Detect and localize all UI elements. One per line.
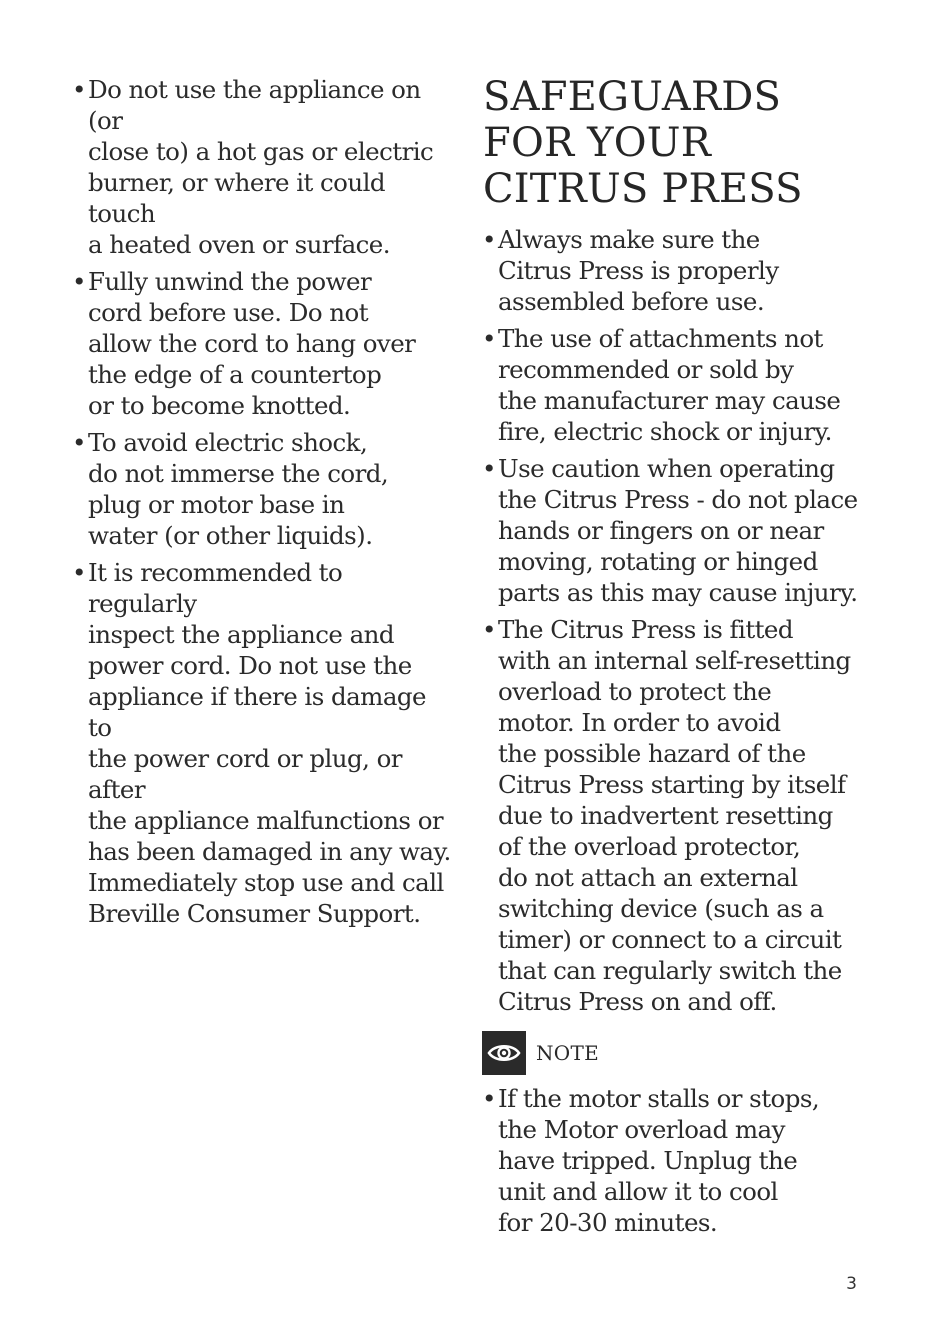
bullet: • <box>482 454 496 483</box>
safety-item-text: Always make sure the Citrus Press is properly assembled before use. <box>498 225 779 316</box>
note-list <box>480 1083 880 1238</box>
eye-icon <box>482 1031 526 1075</box>
note-header <box>482 1031 880 1075</box>
safety-item <box>70 557 455 929</box>
safety-item-text: Use caution when operating the Citrus Press - do not place hands or fingers on or near moving, rotating or hinged parts as this may cause injury. <box>498 454 858 607</box>
safety-item-text: The Citrus Press is fitted with an internal self-resetting overload to protect the motor. In order to avoid the possible hazard of the Citrus Press starting by itself due to inadvertent resetting of the overload protector, do not attach an external switching device (such as a timer) or connect to a circuit that can regularly switch the Citrus Press on and off. <box>498 615 851 1016</box>
safety-item-text: The use of attachments not recommended or sold by the manufacturer may cause fire, electric shock or injury. <box>498 324 841 446</box>
right-column <box>480 74 880 1244</box>
bullet: • <box>72 428 86 457</box>
safety-item-text: Do not use the appliance on (or close to) a hot gas or electric burner, or where it could touch a heated oven or surface. <box>88 75 434 259</box>
bullet: • <box>482 324 496 353</box>
note-item-text: If the motor stalls or stops, the Motor overload may have tripped. Unplug the unit and allow it to cool for 20-30 minutes. <box>498 1084 820 1237</box>
safety-item <box>480 614 880 1017</box>
left-column <box>70 74 455 935</box>
safety-item <box>70 427 455 551</box>
bullet: • <box>482 615 496 644</box>
bullet: • <box>482 225 496 254</box>
bullet: • <box>482 1084 496 1113</box>
bullet: • <box>72 558 86 587</box>
note-item <box>480 1083 880 1238</box>
safety-list-right <box>480 224 880 1017</box>
safety-item-text: To avoid electric shock, do not immerse the cord, plug or motor base in water (or other liquids). <box>88 428 389 550</box>
safety-item <box>480 224 880 317</box>
note-label: NOTE <box>536 1041 600 1065</box>
safety-item <box>70 266 455 421</box>
bullet: • <box>72 267 86 296</box>
safety-item <box>480 453 880 608</box>
safety-item-text: Fully unwind the power cord before use. Do not allow the cord to hang over the edge of a countertop or to become knotted. <box>88 267 416 420</box>
safety-item-text: It is recommended to regularly inspect the appliance and power cord. Do not use the appliance if there is damage to the power cord or plug, or after the appliance malfunctions or has been damaged in any way. Immediately stop use and call Breville Consumer Support. <box>88 558 451 928</box>
safety-list-left <box>70 74 455 929</box>
safety-item <box>480 323 880 447</box>
bullet: • <box>72 75 86 104</box>
safety-item <box>70 74 455 260</box>
section-heading: SAFEGUARDS FOR YOUR CITRUS PRESS <box>483 74 803 212</box>
page-number: 3 <box>846 1274 857 1294</box>
